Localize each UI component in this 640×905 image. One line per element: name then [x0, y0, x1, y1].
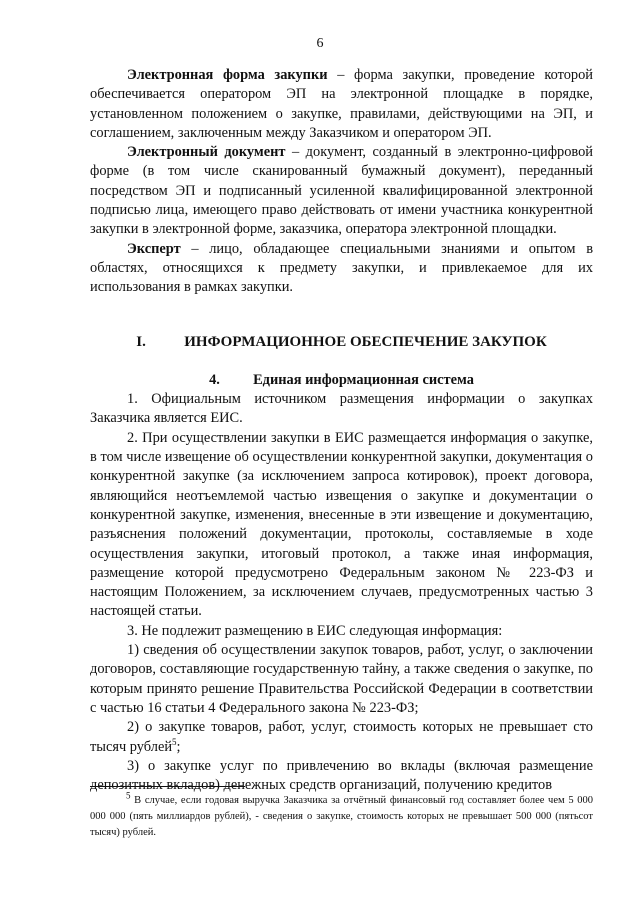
definition-text: – лицо, обладающее специальными знаниями и опытом в областях, относящихся к предмету закупки, и привлекаемое для их использования в рамках закупки.	[90, 240, 593, 296]
section-number: I.	[136, 333, 146, 350]
paragraph-1: 1. Официальным источником размещения информации о закупках Заказчика является ЕИС.	[90, 391, 593, 427]
definition-electronic-form	[90, 66, 593, 143]
document-body	[90, 66, 593, 795]
paragraph-3-item-1: 1) сведения об осуществлении закупок товаров, работ, услуг, о заключении договоров, составляющие государственную тайну, а также сведения о закупке, по которым принято решение Правительства Российской Федерации в соответствии с частью 16 статьи 4 Федерального закона № 223-ФЗ;	[90, 642, 593, 716]
footnote-divider	[90, 786, 245, 787]
definition-expert	[90, 240, 593, 298]
subsection-number: 4.	[209, 371, 220, 388]
paragraph-3: 3. Не подлежит размещению в ЕИС следующая информация:	[127, 622, 503, 639]
footnote	[90, 790, 593, 841]
definition-term: Электронный документ	[127, 144, 286, 161]
section-heading	[90, 333, 593, 352]
definition-term: Эксперт	[127, 240, 181, 257]
section-title: ИНФОРМАЦИОННОЕ ОБЕСПЕЧЕНИЕ ЗАКУПОК	[184, 333, 547, 350]
definition-text: – документ, созданный в электронно-цифровой форме (в том числе сканированный бумажный документ), переданный посредством ЭП и подписанный усиленной квалифицированной электронной подписью лица, имеющего право действовать от имени участника конкурентной закупки в электронной форме, заказчика, оператора электронной площадки.	[90, 144, 593, 238]
footnote-mark: 5	[126, 790, 131, 801]
item-end: ;	[176, 738, 181, 755]
subsection-heading	[90, 371, 593, 390]
definition-term: Электронная форма закупки	[127, 67, 328, 83]
item-text: 2) о закупке товаров, работ, услуг, стоимость которых не превышает сто тысяч рублей	[90, 719, 593, 755]
paragraph-3-item-2	[90, 718, 593, 757]
paragraph-2: 2. При осуществлении закупки в ЕИС размещается информация о закупке, в том числе извещение об осуществлении конкурентной закупки, документация о конкурентной закупке (за исключением запроса котировок), проект договора, являющийся неотъемлемой частью извещения о закупке и документации о конкурентной закупке, изменения, внесенные в эти извещение и документацию, разъяснения положений документации, протоколы, составляемые в ходе осуществления закупки, итоговый протокол, а также иная информация, размещение которой предусмотрено Федеральным законом № 223-ФЗ и настоящим Положением, за исключением случаев, предусмотренных частью 3 настоящей статьи.	[90, 429, 593, 620]
definition-text: – форма закупки, проведение которой обеспечивается оператором ЭП на электронной площадке в порядке, установленном положением о закупке, правилами, действующими на ЭП, и соглашением, заключенным между Заказчиком и оператором ЭП.	[90, 67, 593, 141]
definition-electronic-document	[90, 143, 593, 239]
footnote-text: В случае, если годовая выручка Заказчика за отчётный финансовый год составляет более чем 5 000 000 000 (пять миллиардов рублей), - сведения о закупке, стоимость которых не превышает 500 000 (пятьсот тысяч) рублей.	[90, 795, 593, 838]
subsection-title: Единая информационная система	[253, 371, 474, 388]
paragraph-3-item-3: 3) о закупке услуг по привлечению во вклады (включая размещение депозитных вкладов) денежных средств организаций, получению кредитов	[90, 757, 593, 794]
footnote-reference[interactable]: 5	[172, 736, 177, 747]
page-number: 6	[316, 36, 324, 51]
